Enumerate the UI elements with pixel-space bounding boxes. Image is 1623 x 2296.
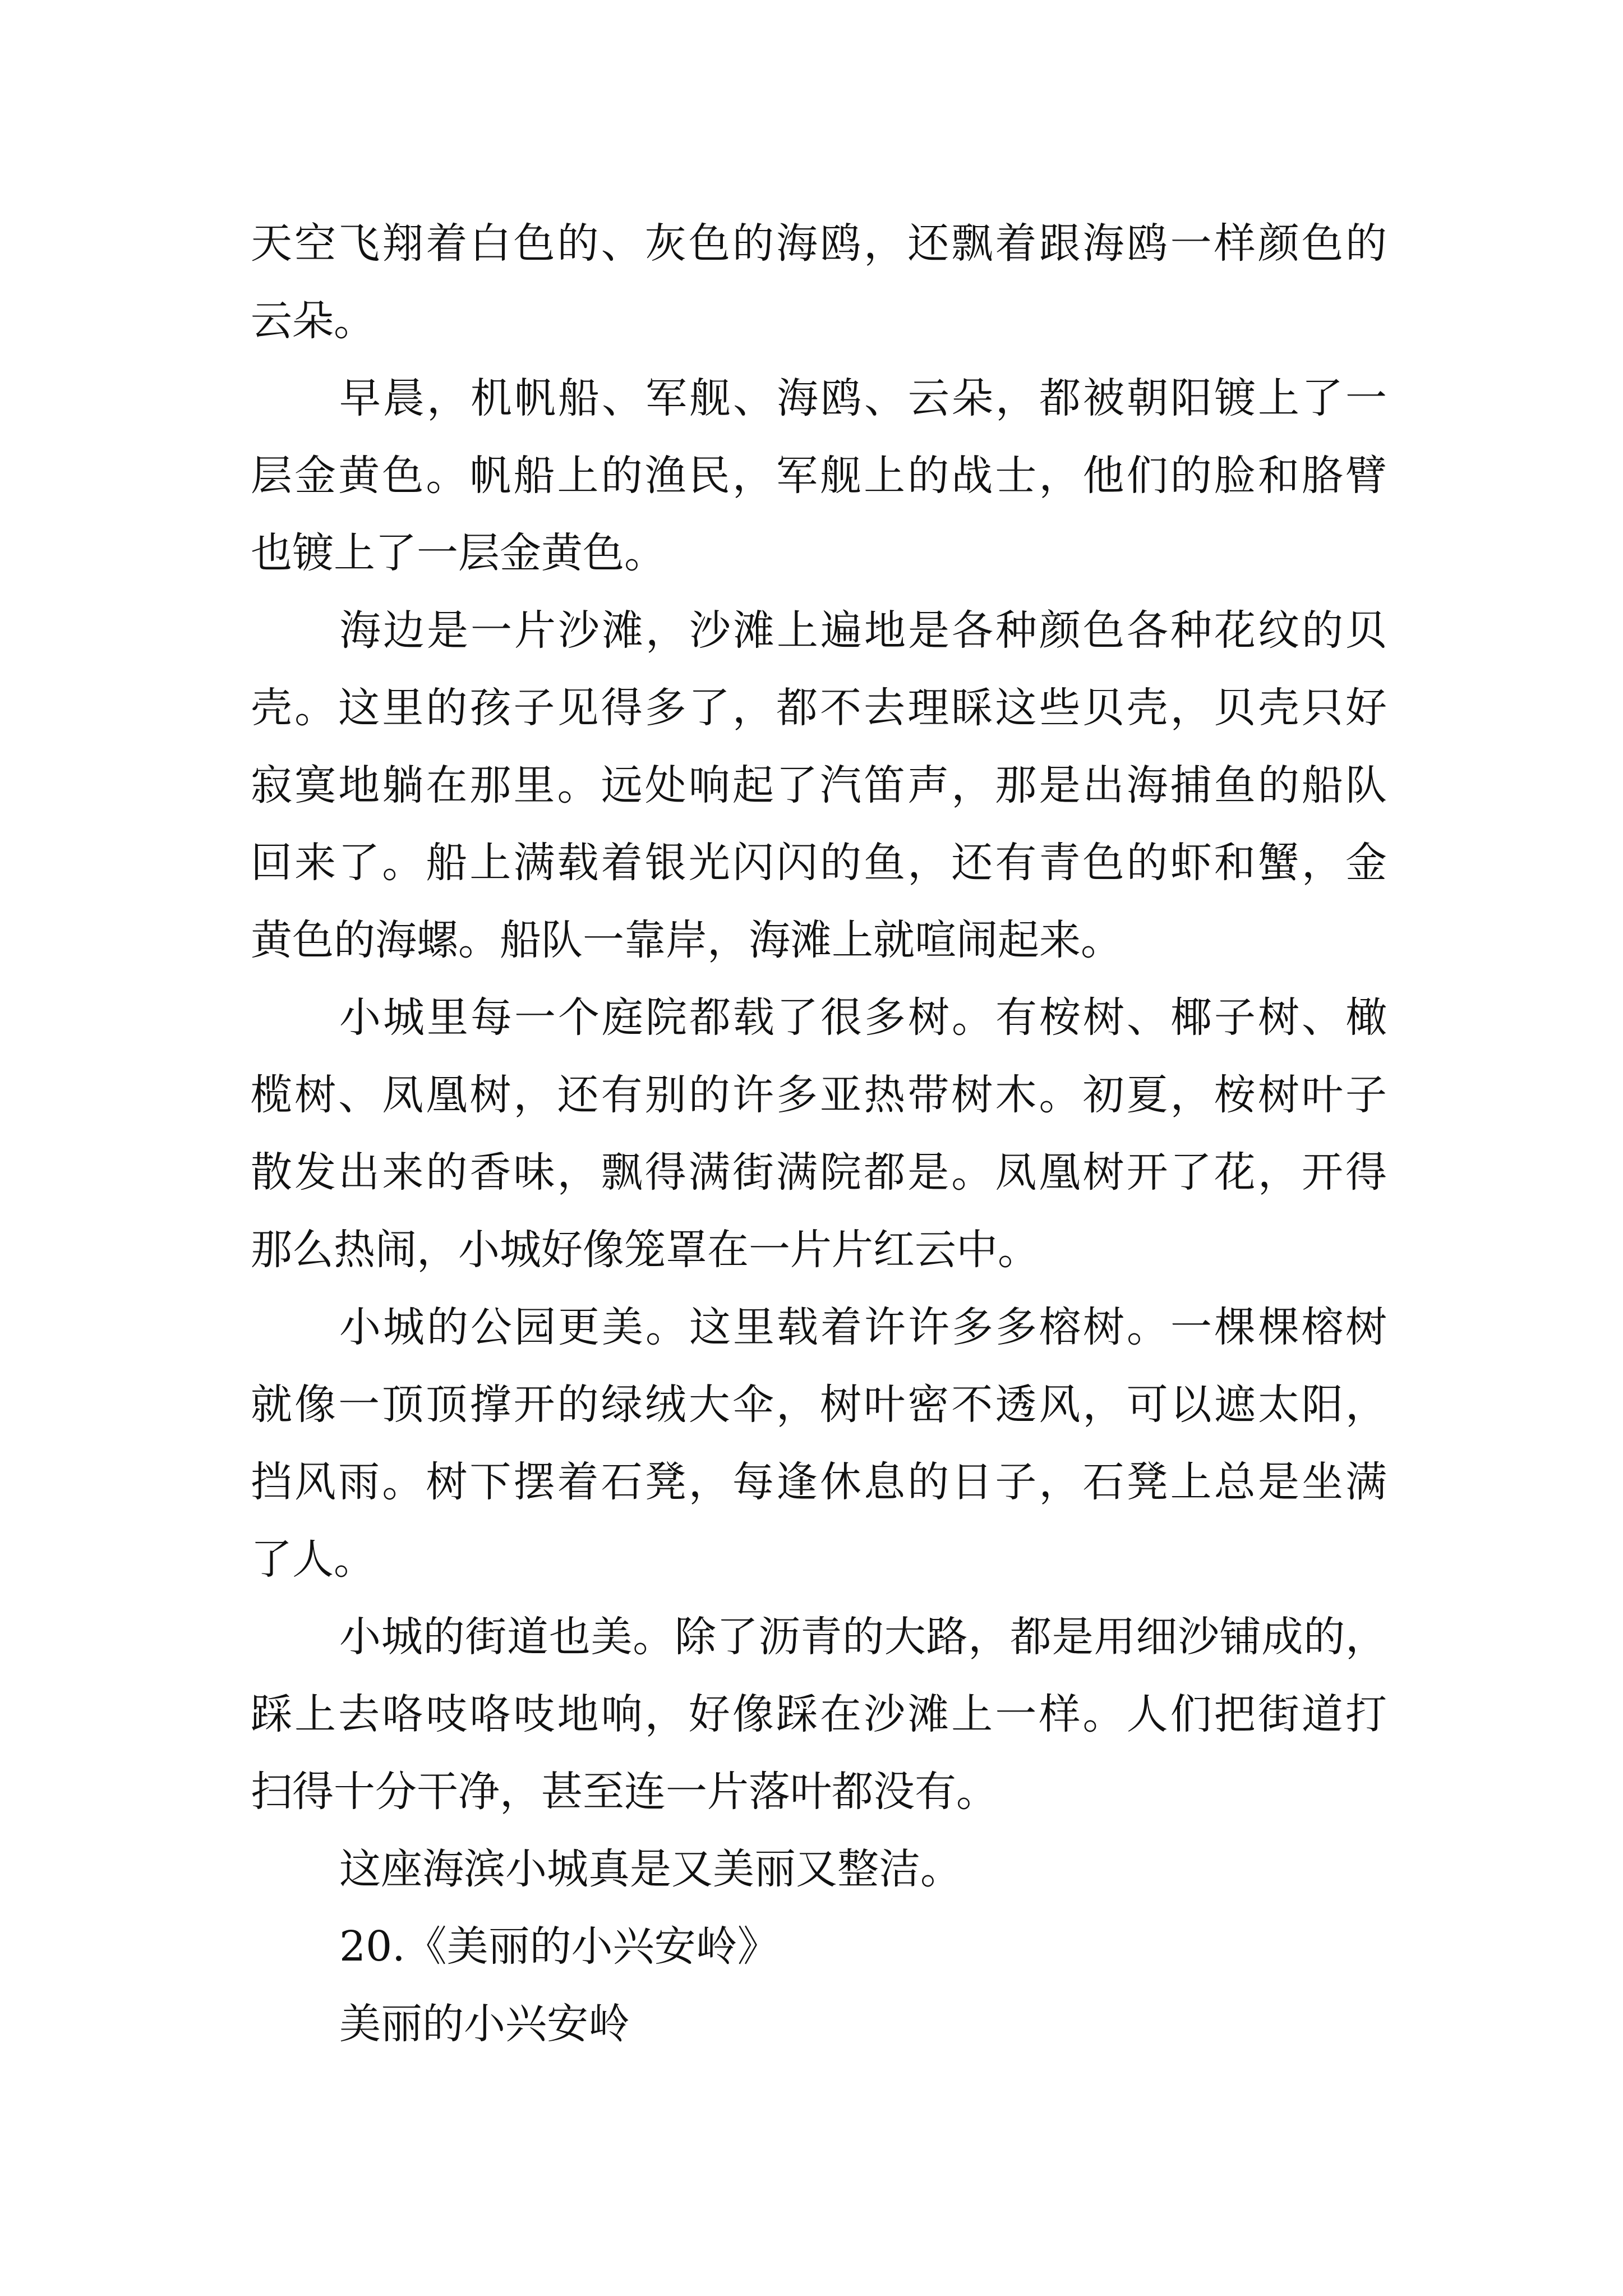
paragraph-first-line: 早晨，机帆船、军舰、海鸥、云朵，都被朝阳镀上了一 [339,374,1387,422]
text-line: 那么热闹，小城好像笼罩在一片片红云中。 [251,1226,1039,1274]
text-line: 榄树、凤凰树，还有别的许多亚热带树木。初夏，桉树叶子 [251,1071,1387,1119]
text-line: 散发出来的香味，飘得满街满院都是。凤凰树开了花，开得 [251,1148,1387,1197]
text-line: 了人。 [251,1535,375,1584]
text-line: 挡风雨。树下摆着石凳，每逢休息的日子，石凳上总是坐满 [251,1458,1387,1506]
text-line: 层金黄色。帆船上的渔民，军舰上的战士，他们的脸和胳臂 [251,452,1387,500]
paragraph-first-line: 小城的街道也美。除了沥青的大路，都是用细沙铺成的， [339,1613,1387,1661]
paragraph-first-line: 海边是一片沙滩，沙滩上遍地是各种颜色各种花纹的贝 [339,606,1387,655]
section-heading: 20.《美丽的小兴安岭》 [339,1922,779,1971]
text-line: 云朵。 [251,297,375,345]
text-line: 寂寞地躺在那里。远处响起了汽笛声，那是出海捕鱼的船队 [251,761,1387,809]
text-line: 也镀上了一层金黄色。 [251,529,666,577]
text-line: 回来了。船上满载着银光闪闪的鱼，还有青色的虾和蟹，金 [251,839,1387,887]
text-line: 扫得十分干净，甚至连一片落叶都没有。 [251,1768,998,1816]
article-title: 美丽的小兴安岭 [339,2000,630,2048]
paragraph-first-line: 小城里每一个庭院都载了很多树。有桉树、椰子树、橄 [339,993,1387,1042]
paragraph-first-line: 小城的公园更美。这里载着许许多多榕树。一棵棵榕树 [339,1303,1387,1351]
paragraph-first-line: 这座海滨小城真是又美丽又整洁。 [339,1845,962,1893]
text-line: 踩上去咯吱咯吱地响，好像踩在沙滩上一样。人们把街道打 [251,1690,1387,1738]
text-line: 就像一顶顶撑开的绿绒大伞，树叶密不透风，可以遮太阳， [251,1381,1387,1429]
text-line: 天空飞翔着白色的、灰色的海鸥，还飘着跟海鸥一样颜色的 [251,219,1387,268]
text-line: 黄色的海螺。船队一靠岸，海滩上就喧闹起来。 [251,916,1122,964]
text-line: 壳。这里的孩子见得多了，都不去理睬这些贝壳，贝壳只好 [251,684,1387,732]
